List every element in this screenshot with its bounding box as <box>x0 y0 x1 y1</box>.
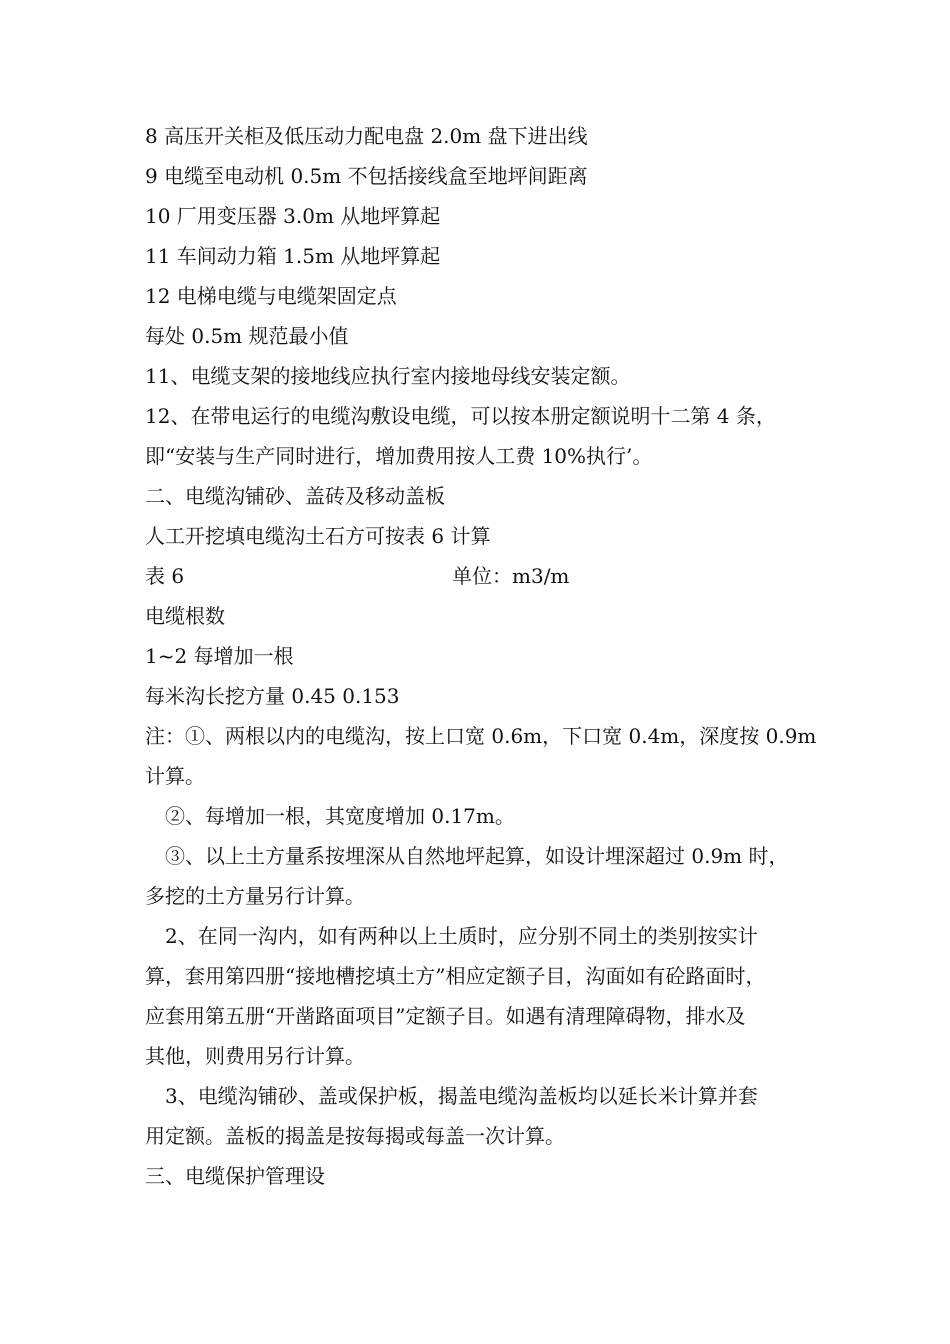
paragraph-line: 用定额。盖板的揭盖是按每揭或每盖一次计算。 <box>145 1124 565 1148</box>
note-line: 多挖的土方量另行计算。 <box>145 884 365 908</box>
section-heading: 二、电缆沟铺砂、盖砖及移动盖板 <box>145 484 445 508</box>
paragraph-line: 其他，则费用另行计算。 <box>145 1044 365 1068</box>
document-body <box>145 116 817 1196</box>
note-line: ③、以上土方量系按埋深从自然地坪起算，如设计埋深超过 0.9m 时， <box>165 844 789 868</box>
paragraph-line: 每处 0.5m 规范最小值 <box>145 324 349 348</box>
paragraph-line: 11、电缆支架的接地线应执行室内接地母线安装定额。 <box>145 364 631 388</box>
paragraph-line: 10 厂用变压器 3.0m 从地坪算起 <box>145 204 441 228</box>
paragraph-line: 人工开挖填电缆沟土石方可按表 6 计算 <box>145 524 491 548</box>
table-text-line: 1~2 每增加一根 <box>145 644 294 668</box>
paragraph-line: 12 电梯电缆与电缆架固定点 <box>145 284 397 308</box>
table-text-line: 每米沟长挖方量 0.45 0.153 <box>145 684 400 708</box>
paragraph-line: 算，套用第四册“接地槽挖填土方”相应定额子目，沟面如有砼路面时， <box>145 964 766 988</box>
paragraph-line: 即“安装与生产同时进行，增加费用按人工费 10%执行’。 <box>145 444 653 468</box>
paragraph-line: 2、在同一沟内，如有两种以上土质时，应分别不同土的类别按实计 <box>165 924 758 948</box>
paragraph-line: 12、在带电运行的电缆沟敷设电缆，可以按本册定额说明十二第 4 条， <box>145 404 776 428</box>
table-caption-row <box>145 556 810 596</box>
paragraph-line: 9 电缆至电动机 0.5m 不包括接线盒至地坪间距离 <box>145 164 588 188</box>
note-line: 注：①、两根以内的电缆沟，按上口宽 0.6m，下口宽 0.4m，深度按 0.9m <box>145 724 817 748</box>
table-text-line: 电缆根数 <box>145 604 225 628</box>
paragraph-line: 3、电缆沟铺砂、盖或保护板，揭盖电缆沟盖板均以延长米计算并套 <box>165 1084 758 1108</box>
section-heading: 三、电缆保护管理设 <box>145 1164 325 1188</box>
note-line: 计算。 <box>145 764 205 788</box>
paragraph-line: 8 高压开关柜及低压动力配电盘 2.0m 盘下进出线 <box>145 124 588 148</box>
paragraph-line: 11 车间动力箱 1.5m 从地坪算起 <box>145 244 441 268</box>
table-unit: 单位：m3/m <box>452 564 570 588</box>
note-line: ②、每增加一根，其宽度增加 0.17m。 <box>165 804 515 828</box>
table-number: 表 6 <box>145 564 185 588</box>
paragraph-line: 应套用第五册“开凿路面项目”定额子目。如遇有清理障碍物，排水及 <box>145 1004 746 1028</box>
